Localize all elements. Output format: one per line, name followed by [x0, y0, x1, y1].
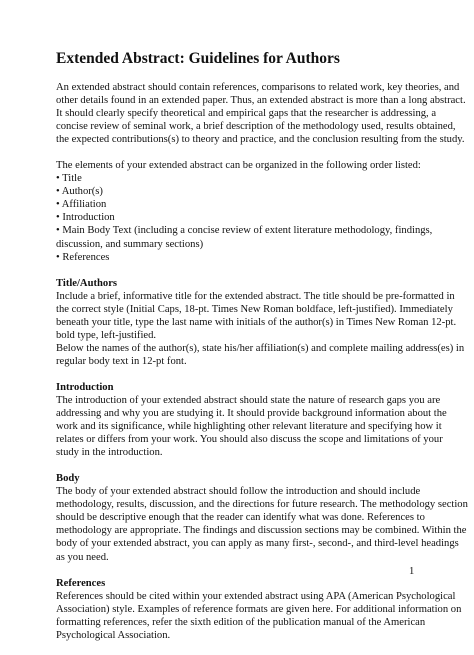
- text-line: formatting references, refer the sixth edition of the publication manual of the American: [56, 616, 426, 628]
- text-line: References should be cited within your extended abstract using APA (American Psychological: [56, 590, 456, 602]
- text-line: Below the names of the author(s), state his/her affiliation(s) and complete mailing address(es) in: [56, 342, 465, 354]
- section-heading: References: [56, 577, 106, 589]
- text-line: concise review of seminal work, a brief description of the methodology used, results obtained,: [56, 121, 456, 133]
- text-line: work and its significance, while highlighting other relevant literature and specifying how it: [56, 421, 442, 433]
- text-line: relates or differs from your work. You should also discuss the scope and limitations of your: [56, 434, 443, 446]
- text-line: Association) style. Examples of reference formats are given here. For additional information on: [56, 603, 462, 615]
- text-line: regular body text in 12-pt font.: [56, 355, 187, 367]
- text-line: addressing and why you are studying it. It should provide background information about the: [56, 408, 447, 420]
- text-line: bold type, left-justified.: [56, 329, 157, 341]
- section-body: [56, 472, 468, 563]
- list-item: • Title: [56, 173, 82, 185]
- text-line: methodology, results, discussion, and the directions for future research. The methodology section: [56, 499, 468, 511]
- text-line: It should clearly specify theoretical and empirical gaps that the researcher is addressing, a: [56, 108, 437, 120]
- elements-block: [56, 159, 433, 263]
- section-title-authors: [56, 277, 465, 368]
- text-line: study in the introduction.: [56, 447, 163, 459]
- text-line: beneath your title, type the last name with initials of the author(s) in Times New Roman 12-pt.: [56, 316, 457, 328]
- text-line: other details found in an extended paper. Thus, an extended abstract is more than a long abstract.: [56, 95, 466, 107]
- section-heading: Body: [56, 473, 80, 485]
- section-references: [56, 577, 462, 642]
- text-line: the expected contributions(s) to theory and practice, and the conclusion resulting from the study.: [56, 134, 465, 146]
- section-introduction: [56, 381, 447, 459]
- list-item: • References: [56, 251, 110, 263]
- document-title: Extended Abstract: Guidelines for Authors: [56, 50, 340, 67]
- text-line: The introduction of your extended abstract should state the nature of research gaps you are: [56, 394, 441, 406]
- elements-list: [56, 172, 433, 263]
- list-item: • Affiliation: [56, 199, 107, 211]
- text-line: as you need.: [56, 551, 109, 563]
- text-line: Include a brief, informative title for the extended abstract. The title should be pre-formatted in: [56, 290, 455, 302]
- elements-intro: The elements of your extended abstract can be organized in the following order listed:: [56, 160, 421, 172]
- intro-paragraph: [56, 81, 466, 146]
- document-body: [56, 50, 468, 655]
- list-item: • Main Body Text (including a concise review of extent literature methodology, findings,: [56, 225, 433, 237]
- text-line: The body of your extended abstract should follow the introduction and should include: [56, 486, 421, 498]
- section-heading: Title/Authors: [56, 277, 118, 289]
- list-item: • Author(s): [56, 186, 103, 198]
- page-number: 1: [409, 566, 415, 577]
- text-line: body of your extended abstract, you can apply as many first-, second-, and third-level headings: [56, 538, 459, 550]
- text-line: the correct style (Initial Caps, 18-pt. Times New Roman boldface, left-justified). Immediately: [56, 303, 453, 315]
- list-item: • Introduction: [56, 212, 115, 224]
- text-line: methodology are appropriate. The findings and discussion sections may be combined. Within the: [56, 525, 467, 537]
- text-line: Psychological Association.: [56, 629, 171, 641]
- list-item: discussion, and summary sections): [56, 238, 204, 250]
- text-line: should be descriptive enough that the reader can identify what was done. References to: [56, 512, 425, 524]
- section-heading: Introduction: [56, 381, 114, 393]
- text-line: An extended abstract should contain references, comparisons to related work, key theories, and: [56, 82, 460, 93]
